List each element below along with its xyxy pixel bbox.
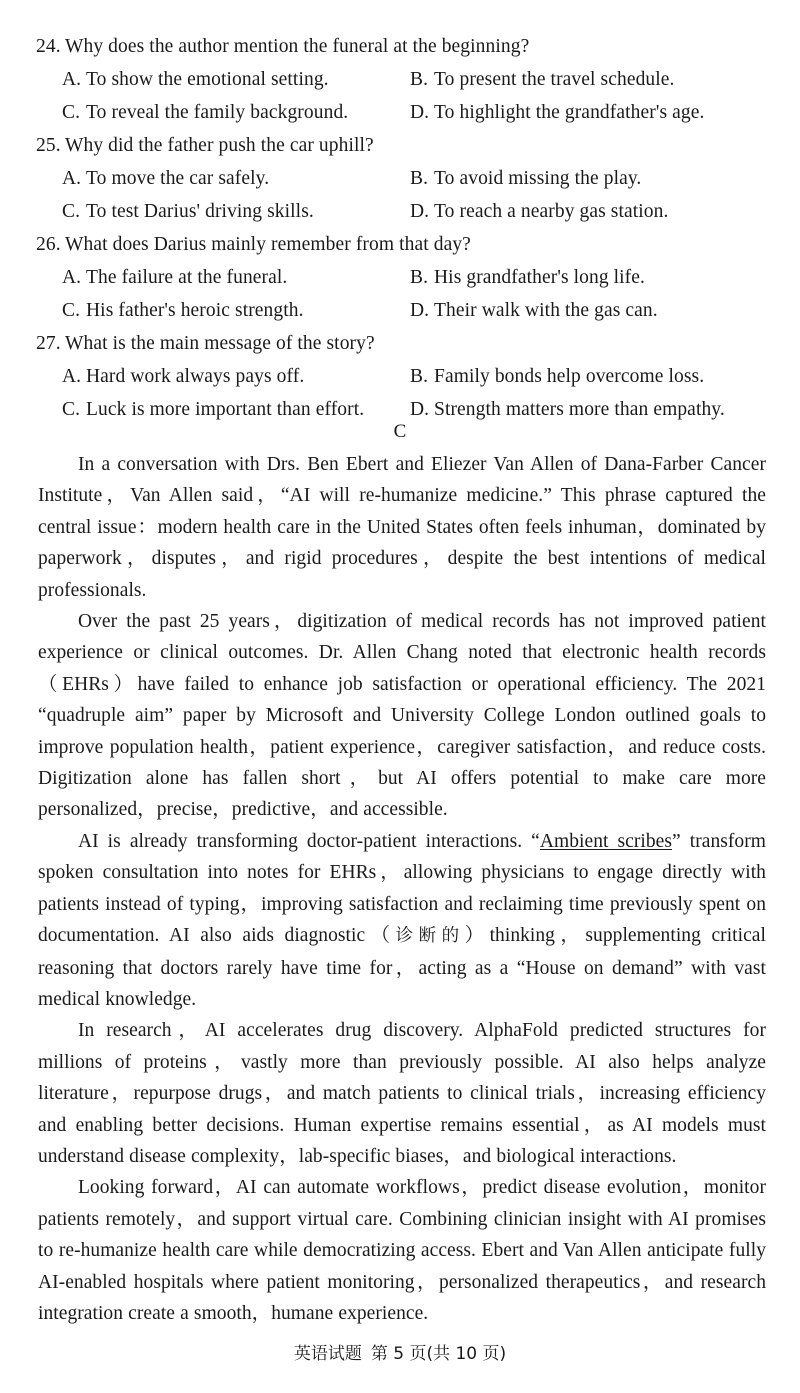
- question-number: 27.: [36, 333, 61, 354]
- option-key: D.: [410, 399, 430, 420]
- option-b[interactable]: [410, 63, 768, 96]
- option-label: His father's heroic strength.: [86, 300, 304, 321]
- question-25-options-row-2: [36, 195, 768, 228]
- footer-page-number: 第 5 页(共 10 页): [370, 1344, 507, 1364]
- question-number: 26.: [36, 234, 61, 255]
- option-key: A.: [62, 168, 82, 189]
- question-26: [36, 228, 768, 261]
- question-26-options-row-1: [36, 261, 768, 294]
- question-25-options-row-1: [36, 162, 768, 195]
- option-label: To avoid missing the play.: [434, 168, 642, 189]
- question-stem: Why does the author mention the funeral at the beginning?: [65, 36, 530, 57]
- chinese-gloss-diagnostic: 诊断的: [395, 926, 465, 947]
- option-key: B.: [410, 366, 429, 387]
- footer-subject: 英语试题: [293, 1344, 362, 1364]
- question-stem: Why did the father push the car uphill?: [65, 135, 374, 156]
- question-number: 24.: [36, 36, 61, 57]
- paragraph-3-part-c: ）thinking，supplementing critical reasoning that doctors rarely have time for，acting as a “House on demand” with vast medical knowledge.: [38, 925, 766, 1010]
- option-d[interactable]: [410, 195, 768, 228]
- option-label: To move the car safely.: [86, 168, 270, 189]
- paragraph-3-part-a: AI is already transforming doctor-patient interactions. “: [77, 830, 540, 852]
- question-number: 25.: [36, 135, 61, 156]
- option-c[interactable]: [62, 294, 410, 327]
- option-d[interactable]: [410, 96, 768, 129]
- question-24-options-row-2: [36, 96, 768, 129]
- option-key: A.: [62, 267, 82, 288]
- question-stem: What is the main message of the story?: [65, 333, 375, 354]
- option-key: C.: [62, 102, 81, 123]
- underlined-term-ambient-scribes: Ambient scribes: [539, 830, 672, 852]
- option-a[interactable]: [62, 360, 410, 393]
- question-24-options-row-1: [36, 63, 768, 96]
- question-27-options-row-1: [36, 360, 768, 393]
- paragraph-3-part-b: ” transform spoken consultation into notes for EHRs，allowing physicians to engage directly with patients instead of typing，improving satisfaction and reclaiming time previously spent on documentation. AI also aids diagnostic（: [38, 830, 766, 947]
- option-label: To present the travel schedule.: [434, 69, 675, 90]
- option-label: The failure at the funeral.: [86, 267, 288, 288]
- question-stem: What does Darius mainly remember from that day?: [65, 234, 471, 255]
- option-label: Hard work always pays off.: [86, 366, 305, 387]
- option-label: Strength matters more than empathy.: [434, 399, 725, 420]
- option-key: C.: [62, 201, 81, 222]
- option-c[interactable]: [62, 96, 410, 129]
- option-label: To test Darius' driving skills.: [86, 201, 314, 222]
- questions-list: [36, 30, 768, 426]
- passage-paragraph-2: Over the past 25 years，digitization of medical records has not improved patient experience or clinical outcomes. Dr. Allen Chang noted that electronic health records（EHRs）have failed to enhance job satisfaction or operational efficiency. The 2021 “quadruple aim” paper by Microsoft and University College London outlined goals to improve population health，patient experience，caregiver satisfaction，and reduce costs. Digitization alone has fallen short，but AI offers potential to make care more personalized，precise，predictive，and accessible.: [38, 611, 766, 821]
- option-key: B.: [410, 69, 429, 90]
- option-a[interactable]: [62, 261, 410, 294]
- reading-passage: [38, 449, 766, 1329]
- option-label: Luck is more important than effort.: [86, 399, 365, 420]
- option-d[interactable]: [410, 294, 768, 327]
- option-key: B.: [410, 267, 429, 288]
- option-b[interactable]: [410, 162, 768, 195]
- option-label: To highlight the grandfather's age.: [434, 102, 705, 123]
- option-key: A.: [62, 69, 82, 90]
- option-key: A.: [62, 366, 82, 387]
- option-key: C.: [62, 300, 81, 321]
- option-key: D.: [410, 300, 430, 321]
- question-27: [36, 327, 768, 360]
- option-label: Their walk with the gas can.: [434, 300, 658, 321]
- option-key: C.: [62, 399, 81, 420]
- option-key: D.: [410, 201, 430, 222]
- option-label: To show the emotional setting.: [86, 69, 329, 90]
- option-key: B.: [410, 168, 429, 189]
- passage-paragraph-5: Looking forward，AI can automate workflows，predict disease evolution，monitor patients remotely，and support virtual care. Combining clinician insight with AI promises to re-humanize health care while democratizing access. Ebert and Van Allen anticipate fully AI-enabled hospitals where patient monitoring，personalized therapeutics，and research integration create a smooth，humane experience.: [38, 1177, 766, 1324]
- page-footer: [0, 1340, 800, 1367]
- question-24: [36, 30, 768, 63]
- option-b[interactable]: [410, 360, 768, 393]
- option-a[interactable]: [62, 63, 410, 96]
- question-25: [36, 129, 768, 162]
- passage-paragraph-3: [38, 826, 766, 1015]
- option-b[interactable]: [410, 261, 768, 294]
- question-26-options-row-2: [36, 294, 768, 327]
- passage-paragraph-4: In research，AI accelerates drug discovery. AlphaFold predicted structures for millions of proteins，vastly more than previously possible. AI also helps analyze literature，repurpose drugs，and match patients to clinical trials，increasing efficiency and enabling better decisions. Human expertise remains essential，as AI models must understand disease complexity，lab-specific biases，and biological interactions.: [38, 1020, 766, 1167]
- option-label: To reach a nearby gas station.: [434, 201, 669, 222]
- option-label: To reveal the family background.: [86, 102, 349, 123]
- option-label: Family bonds help overcome loss.: [434, 366, 705, 387]
- option-label: His grandfather's long life.: [434, 267, 646, 288]
- option-c[interactable]: [62, 195, 410, 228]
- section-letter-c: C: [393, 421, 407, 442]
- option-a[interactable]: [62, 162, 410, 195]
- option-key: D.: [410, 102, 430, 123]
- passage-paragraph-1: In a conversation with Drs. Ben Ebert and Eliezer Van Allen of Dana-Farber Cancer Institute，Van Allen said，“AI will re-humanize medicine.” This phrase captured the central issue：modern health care in the United States often feels inhuman，dominated by paperwork，disputes，and rigid procedures，despite the best intentions of medical professionals.: [38, 454, 766, 601]
